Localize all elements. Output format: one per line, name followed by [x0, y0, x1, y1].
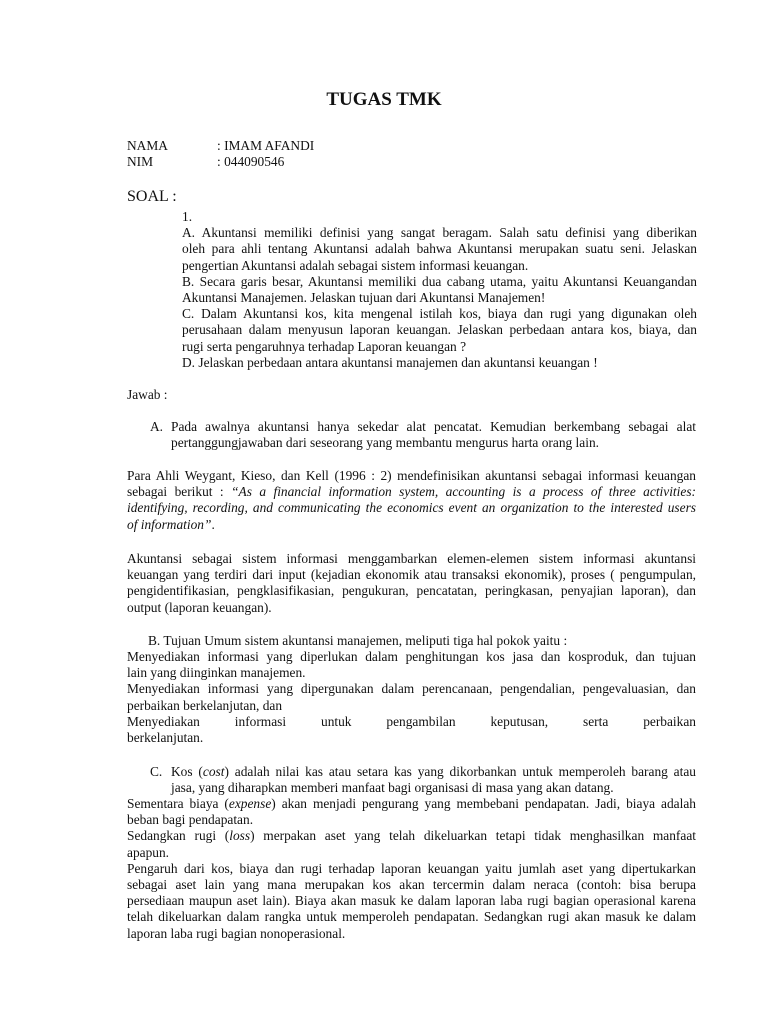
- answer-a-marker: A.: [150, 419, 164, 434]
- answer-c-marker: C.: [150, 764, 163, 779]
- answer-line: [127, 828, 696, 844]
- question-line: D. Jelaskan perbedaan antara akuntansi manajemen dan akuntansi keuangan !: [182, 354, 598, 370]
- answer-line: beban bagi pendapatan.: [127, 812, 254, 828]
- name-label: NAMA: [127, 138, 168, 153]
- answer-line: lain yang diinginkan manajemen.: [127, 665, 306, 681]
- text-run: ) adalah nilai kas atau setara kas yang dikorbankan untuk memperoleh barang atau: [224, 764, 696, 779]
- system-paragraph: [127, 551, 696, 616]
- paragraph-line: [127, 517, 696, 533]
- question-line: B. Secara garis besar, Akuntansi memiliki dua cabang utama, yaitu Akuntansi Keuangandan: [182, 273, 697, 289]
- paragraph-line: keuangan yang terdiri dari input (kejadian ekonomik atau transaksi ekonomik), proses ( pengumpulan,: [127, 567, 696, 583]
- nim-value: : 044090546: [217, 153, 285, 169]
- soal-heading: SOAL :: [127, 188, 177, 205]
- answer-line: Pengaruh dari kos, biaya dan rugi terhadap laporan keuangan yaitu jumlah aset yang dipertukarkan: [127, 860, 696, 876]
- quote-intro: sebagai berikut :: [127, 484, 232, 500]
- text-run: ) akan menjadi pengurang yang membebani pendapatan. Jadi, biaya adalah: [271, 796, 696, 811]
- answer-line: sebagai aset lain yang mana merupakan kos akan tercermin dalam neraca (contoh: bisa berupa: [127, 877, 696, 893]
- question-line: oleh para ahli tentang Akuntansi adalah bahwa Akuntansi merupakan suatu seni. Jelaskan: [182, 241, 697, 257]
- answer-line: laporan laba rugi bagian nonoperasional.: [127, 925, 346, 941]
- answer-a-text: [171, 419, 696, 451]
- answer-b-heading: B. Tujuan Umum sistem akuntansi manajemen, meliputi tiga hal pokok yaitu :: [148, 633, 568, 648]
- paragraph-line: output (laporan keuangan).: [127, 599, 272, 615]
- term-expense: expense: [228, 796, 272, 811]
- answer-line: apapun.: [127, 844, 170, 860]
- document-title: TUGAS TMK: [326, 89, 442, 110]
- jawab-heading: Jawab :: [127, 387, 168, 402]
- answer-line: Menyediakan informasi yang dipergunakan dalam perencanaan, pengendalian, pengevaluasian, dan: [127, 681, 696, 697]
- identity-block: [127, 138, 314, 169]
- answer-line: [171, 764, 696, 780]
- answer-c-intro: [171, 764, 696, 796]
- text-run: Sedangkan rugi (: [127, 828, 230, 844]
- answer-line: Pada awalnya akuntansi hanya sekedar alat pencatat. Kemudian berkembang sebagai alat: [171, 419, 696, 434]
- answer-line: [127, 796, 696, 812]
- paragraph-line: Para Ahli Weygant, Kieso, dan Kell (1996 : 2) mendefinisikan akuntansi sebagai informasi keuangan: [127, 468, 696, 483]
- answer-line: berkelanjutan.: [127, 730, 204, 746]
- nim-label: NIM: [127, 153, 154, 169]
- quote-end: .: [211, 516, 215, 532]
- question-line: C. Dalam Akuntansi kos, kita mengenal istilah kos, biaya dan rugi yang digunakan oleh: [182, 306, 697, 322]
- quote-text: of information”: [127, 516, 212, 532]
- text-run: ) merpakan aset yang telah dikeluarkan tetapi tidak menghasilkan manfaat: [250, 828, 696, 844]
- soal-questions: [182, 209, 697, 371]
- nim-row: [127, 154, 314, 170]
- answer-line: persediaan maupun aset lain). Biaya akan masuk ke dalam laporan laba rugi bagian operasional karena: [127, 893, 696, 909]
- paragraph-line: Akuntansi sebagai sistem informasi menggambarkan elemen-elemen sistem informasi akuntansi: [127, 551, 696, 566]
- paragraph-line: pengidentifikasian, pengklasifikasian, pengukuran, pencatatan, peringkasan, penyajian laporan), dan: [127, 583, 696, 599]
- quote-text: “As a financial information system, accounting is a process of three activities:: [231, 484, 696, 500]
- definition-paragraph: [127, 468, 696, 533]
- term-cost: cost: [202, 764, 225, 779]
- answer-c-text: [127, 796, 696, 942]
- term-loss: loss: [229, 828, 251, 844]
- answer-b-text: [127, 649, 696, 746]
- question-line: rugi serta pengaruhnya terhadap Laporan keuangan ?: [182, 338, 467, 354]
- text-run: Kos (: [171, 764, 203, 779]
- answer-line: pertanggungjawaban dari seseorang yang membantu mengurus harta orang lain.: [171, 435, 599, 451]
- answer-line: perbaikan berkelanjutan, dan: [127, 697, 283, 713]
- answer-line: jasa, yang diharapkan memberi manfaat bagi organisasi di masa yang akan datang.: [171, 780, 614, 796]
- answer-line: Menyediakan informasi untuk pengambilan keputusan, serta perbaikan: [127, 713, 696, 729]
- paragraph-line: [127, 484, 696, 500]
- question-number: 1.: [182, 209, 193, 224]
- text-run: Sementara biaya (: [127, 796, 229, 811]
- paragraph-line: [127, 500, 696, 516]
- name-row: [127, 138, 314, 154]
- quote-text: identifying, recording, and communicating the economics event an organization to the interested users: [127, 500, 696, 516]
- question-line: perusahaan dalam menyusun laporan keuangan. Jelaskan perbedaan antara kos, biaya, dan: [182, 322, 697, 338]
- question-line: pengertian Akuntansi adalah sebagai sistem informasi keuangan.: [182, 257, 529, 273]
- answer-line: telah dikeluarkan dalam rangka untuk memperoleh pendapatan. Sedangkan rugi akan masuk ke dalam: [127, 909, 696, 925]
- question-line: Akuntansi Manajemen. Jelaskan tujuan dari Akuntansi Manajemen!: [182, 290, 546, 306]
- name-value: : IMAM AFANDI: [217, 138, 315, 153]
- question-line: A. Akuntansi memiliki definisi yang sangat beragam. Salah satu definisi yang diberikan: [182, 225, 697, 241]
- answer-line: Menyediakan informasi yang diperlukan dalam penghitungan kos jasa dan kosproduk, dan tujuan: [127, 649, 696, 664]
